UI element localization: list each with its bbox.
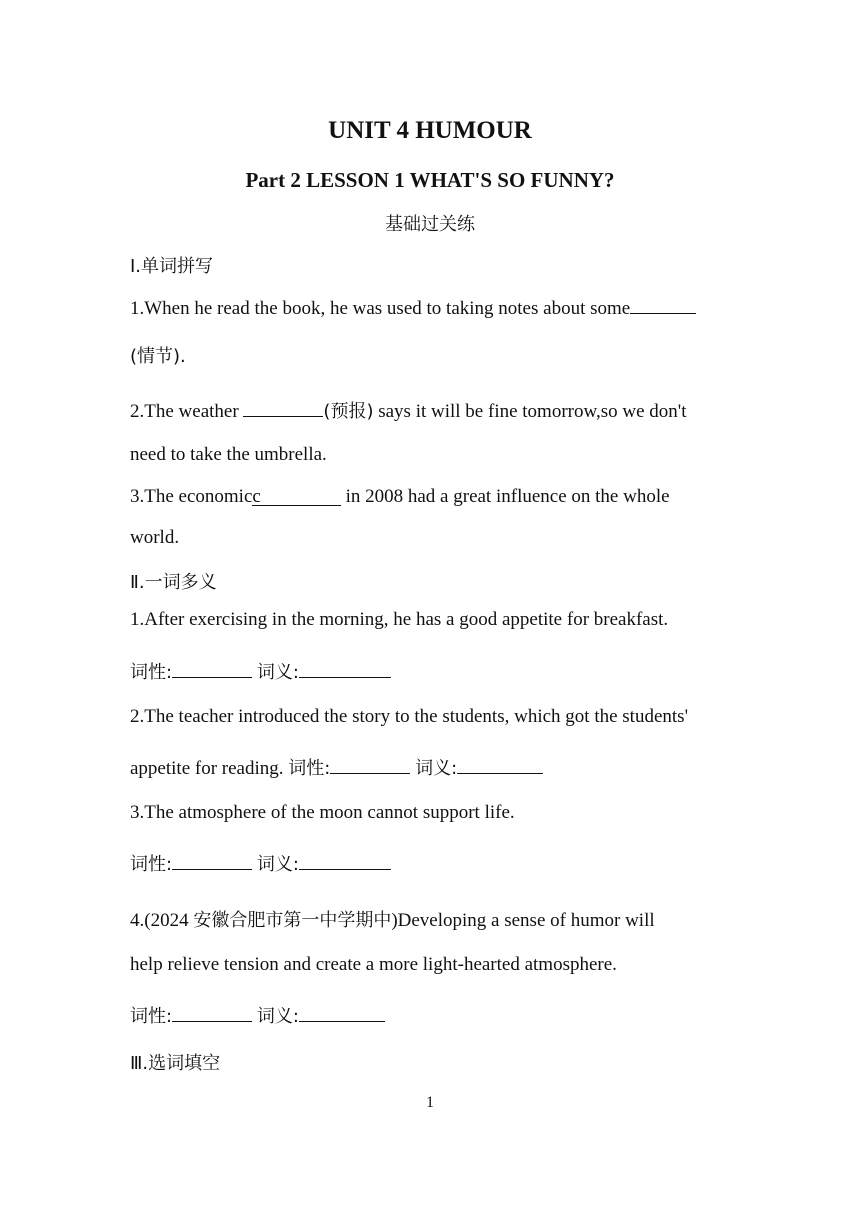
section-2-question-2-cont: [130, 754, 543, 780]
q2-text-b: says it will be fine tomorrow,so we don't: [373, 401, 687, 422]
meaning-label: 词义:: [256, 1006, 299, 1027]
q3-text: 3.The economic: [130, 486, 253, 507]
meaning-label: 词义:: [256, 662, 299, 683]
q3-first-letter: c: [252, 486, 261, 507]
section-2-question-1-answers: [130, 658, 391, 684]
section-1-question-1: [130, 294, 696, 320]
pos-label: 词性:: [130, 854, 173, 875]
pos-label: 词性:: [130, 662, 173, 683]
section-2-question-4-cont: help relieve tension and create a more light-hearted atmosphere.: [130, 954, 617, 975]
section-2-question-1: 1.After exercising in the morning, he has a good appetite for breakfast.: [130, 609, 669, 630]
page-number: 1: [426, 1094, 434, 1111]
section-1-question-3-cont: world.: [130, 527, 180, 548]
pos-blank[interactable]: [172, 1002, 252, 1022]
section-1-question-3: [130, 486, 670, 508]
section-1-question-2: [130, 397, 686, 423]
pos-blank[interactable]: [330, 754, 410, 774]
subtitle: 基础过关练: [385, 214, 475, 235]
pos-label: 词性:: [288, 758, 331, 779]
q1-hint: (情节).: [130, 346, 186, 367]
section-2-question-2: 2.The teacher introduced the story to the students, which got the students': [130, 706, 688, 727]
section-2-heading: Ⅱ.一词多义: [130, 572, 217, 593]
meaning-label: 词义:: [415, 758, 458, 779]
q3-text-b: in 2008 had a great influence on the whole: [340, 486, 670, 507]
q2-hint: (预报): [323, 401, 374, 422]
meaning-blank[interactable]: [299, 1002, 385, 1022]
q2-text-b: appetite for reading.: [130, 758, 289, 779]
q4-source: 安徽合肥市第一中学期中: [193, 910, 392, 931]
q2-text: 2.The weather: [130, 401, 244, 422]
q1-text: 1.When he read the book, he was used to taking notes about some: [130, 298, 631, 319]
unit-title: UNIT 4 HUMOUR: [328, 117, 532, 144]
section-1-question-1-cont: [130, 342, 186, 368]
q4-text-b: )Developing a sense of humor will: [391, 910, 655, 931]
answer-blank[interactable]: [252, 486, 340, 506]
section-2-question-3: 3.The atmosphere of the moon cannot support life.: [130, 802, 515, 823]
answer-blank[interactable]: [243, 397, 323, 417]
meaning-label: 词义:: [256, 854, 299, 875]
section-2-question-4-answers: [130, 1002, 385, 1028]
meaning-blank[interactable]: [457, 754, 543, 774]
lesson-title: Part 2 LESSON 1 WHAT'S SO FUNNY?: [245, 168, 615, 192]
pos-blank[interactable]: [172, 850, 252, 870]
meaning-blank[interactable]: [299, 850, 391, 870]
section-2-question-3-answers: [130, 850, 391, 876]
section-3-heading: Ⅲ.选词填空: [130, 1053, 221, 1074]
pos-label: 词性:: [130, 1006, 173, 1027]
section-1-heading: Ⅰ.单词拼写: [130, 256, 214, 277]
answer-blank[interactable]: [630, 294, 696, 314]
q4-text: 4.(2024: [130, 910, 194, 931]
pos-blank[interactable]: [172, 658, 252, 678]
meaning-blank[interactable]: [299, 658, 391, 678]
section-1-question-2-cont: need to take the umbrella.: [130, 444, 327, 465]
section-2-question-4: [130, 906, 655, 932]
